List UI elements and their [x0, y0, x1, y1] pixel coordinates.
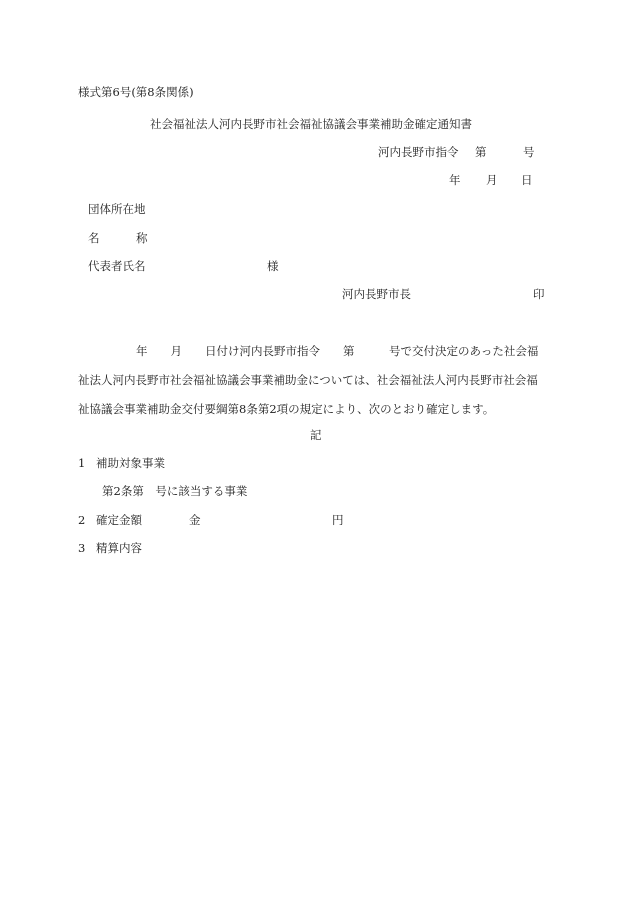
address-label: 団体所在地 — [88, 202, 146, 216]
seal-mark: 印 — [533, 287, 545, 301]
doc-number-prefix: 河内長野市指令 — [378, 145, 459, 159]
item-1-detail: 第2条第 号に該当する事業 — [102, 484, 248, 498]
body-line-1: 年 月 日付け河内長野市指令 第 号で交付決定のあった社会福 — [136, 344, 539, 358]
body-line-2: 祉法人河内長野市社会福祉協議会事業補助金については、社会福祉法人河内長野市社会福 — [78, 373, 538, 387]
form-number: 様式第6号(第8条関係) — [78, 85, 194, 99]
body-line-3: 祉協議会事業補助金交付要綱第8条第2項の規定により、次のとおり確定します。 — [78, 402, 495, 416]
item-2-yen: 円 — [332, 513, 344, 527]
item-1-label: 補助対象事業 — [96, 456, 165, 470]
body-paragraph — [78, 337, 578, 424]
honorific: 様 — [267, 259, 279, 273]
document-title: 社会福祉法人河内長野市社会福祉協議会事業補助金確定通知書 — [150, 117, 472, 131]
date-month: 月 — [486, 173, 498, 187]
date-day: 日 — [521, 173, 533, 187]
doc-number-dai: 第 — [475, 145, 487, 159]
doc-number-go: 号 — [523, 145, 535, 159]
item-3-number: 3 — [78, 541, 86, 555]
date-year: 年 — [449, 173, 461, 187]
item-3-label: 精算内容 — [96, 541, 142, 555]
item-2-label: 確定金額 — [96, 513, 142, 527]
item-1-number: 1 — [78, 456, 86, 470]
issuer-name: 河内長野市長 — [342, 287, 411, 301]
name-label-char-1: 名 — [88, 231, 100, 245]
name-label-char-2: 称 — [136, 231, 148, 245]
item-2-kin: 金 — [189, 513, 201, 527]
representative-label: 代表者氏名 — [88, 259, 146, 273]
item-2-number: 2 — [78, 513, 86, 527]
ki-heading: 記 — [310, 428, 322, 442]
